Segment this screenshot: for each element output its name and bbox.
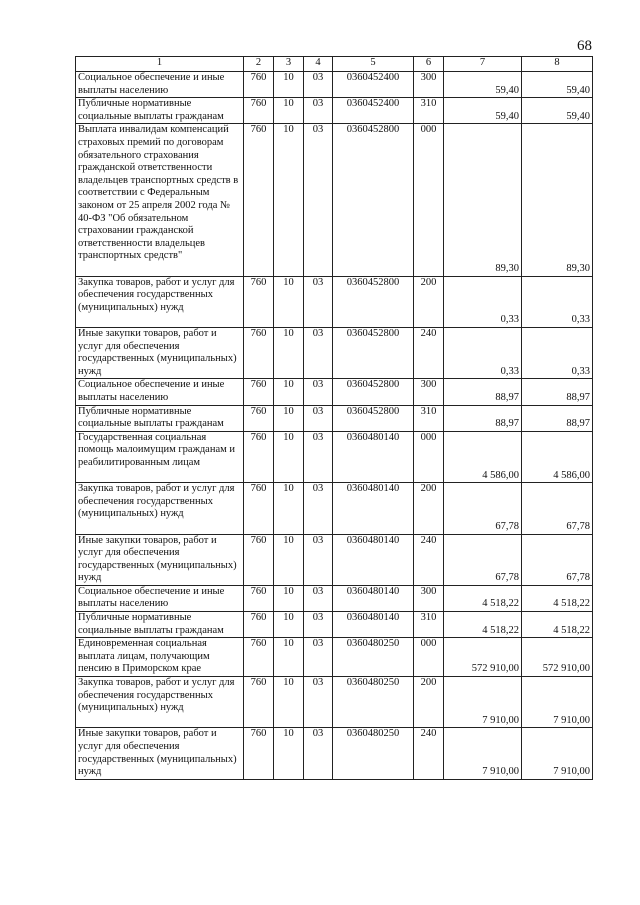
column-header: 3 (274, 57, 304, 72)
row-amount-col8: 89,30 (522, 124, 593, 276)
page-number: 68 (577, 38, 592, 54)
row-name: Социальное обеспечение и иные выплаты населению (76, 379, 244, 405)
row-code-section: 10 (274, 534, 304, 585)
row-amount-col8: 4 586,00 (522, 431, 593, 482)
row-code-ministry: 760 (244, 379, 274, 405)
table-row (76, 98, 593, 124)
row-code-ministry: 760 (244, 327, 274, 378)
row-amount-col7: 59,40 (444, 98, 522, 124)
table-row (76, 585, 593, 611)
row-code-expense: 310 (414, 612, 444, 638)
row-code-section: 10 (274, 483, 304, 534)
row-code-ministry: 760 (244, 72, 274, 98)
row-amount-col7: 4 586,00 (444, 431, 522, 482)
table-row (76, 431, 593, 482)
row-amount-col8: 4 518,22 (522, 612, 593, 638)
table-row (76, 483, 593, 534)
row-code-section: 10 (274, 431, 304, 482)
row-code-ministry: 760 (244, 405, 274, 431)
row-code-section: 10 (274, 327, 304, 378)
row-name: Публичные нормативные социальные выплаты гражданам (76, 612, 244, 638)
row-code-target: 0360480250 (333, 728, 414, 779)
row-code-subsection: 03 (304, 534, 333, 585)
row-amount-col8: 4 518,22 (522, 585, 593, 611)
table-row (76, 276, 593, 327)
row-code-expense: 240 (414, 327, 444, 378)
table-row (76, 677, 593, 728)
table-row (76, 612, 593, 638)
row-name: Государственная социальная помощь малоимущим гражданам и реабилитированным лицам (76, 431, 244, 482)
row-amount-col7: 67,78 (444, 483, 522, 534)
row-name: Публичные нормативные социальные выплаты гражданам (76, 98, 244, 124)
row-code-section: 10 (274, 585, 304, 611)
column-header: 2 (244, 57, 274, 72)
row-amount-col7: 4 518,22 (444, 585, 522, 611)
table-row (76, 72, 593, 98)
row-amount-col7: 4 518,22 (444, 612, 522, 638)
row-code-subsection: 03 (304, 72, 333, 98)
row-code-section: 10 (274, 728, 304, 779)
row-name: Иные закупки товаров, работ и услуг для обеспечения государственных (муниципальных) нужд (76, 728, 244, 779)
row-code-subsection: 03 (304, 677, 333, 728)
table-row (76, 327, 593, 378)
table-row (76, 638, 593, 677)
row-amount-col7: 89,30 (444, 124, 522, 276)
row-code-target: 0360480140 (333, 534, 414, 585)
row-code-expense: 300 (414, 379, 444, 405)
row-amount-col8: 59,40 (522, 98, 593, 124)
row-name: Закупка товаров, работ и услуг для обеспечения государственных (муниципальных) нужд (76, 483, 244, 534)
row-code-section: 10 (274, 379, 304, 405)
row-code-expense: 200 (414, 677, 444, 728)
column-header: 7 (444, 57, 522, 72)
row-code-subsection: 03 (304, 276, 333, 327)
row-code-target: 0360480140 (333, 483, 414, 534)
row-code-ministry: 760 (244, 483, 274, 534)
table-row (76, 405, 593, 431)
column-header: 4 (304, 57, 333, 72)
row-code-ministry: 760 (244, 677, 274, 728)
row-amount-col8: 0,33 (522, 276, 593, 327)
row-code-subsection: 03 (304, 98, 333, 124)
row-code-section: 10 (274, 612, 304, 638)
row-code-ministry: 760 (244, 585, 274, 611)
column-header: 8 (522, 57, 593, 72)
row-code-ministry: 760 (244, 534, 274, 585)
row-amount-col8: 67,78 (522, 483, 593, 534)
row-code-target: 0360480140 (333, 431, 414, 482)
row-name: Социальное обеспечение и иные выплаты населению (76, 72, 244, 98)
row-amount-col8: 7 910,00 (522, 728, 593, 779)
row-code-target: 0360452800 (333, 405, 414, 431)
row-code-section: 10 (274, 98, 304, 124)
row-amount-col8: 67,78 (522, 534, 593, 585)
budget-table (75, 56, 593, 780)
row-amount-col8: 59,40 (522, 72, 593, 98)
row-code-subsection: 03 (304, 379, 333, 405)
row-code-subsection: 03 (304, 124, 333, 276)
row-code-section: 10 (274, 124, 304, 276)
row-amount-col7: 59,40 (444, 72, 522, 98)
row-code-target: 0360452800 (333, 124, 414, 276)
row-code-subsection: 03 (304, 638, 333, 677)
row-code-subsection: 03 (304, 728, 333, 779)
row-code-section: 10 (274, 405, 304, 431)
column-header: 6 (414, 57, 444, 72)
row-code-ministry: 760 (244, 276, 274, 327)
row-code-ministry: 760 (244, 612, 274, 638)
column-header: 1 (76, 57, 244, 72)
row-amount-col7: 88,97 (444, 405, 522, 431)
row-name: Закупка товаров, работ и услуг для обеспечения государственных (муниципальных) нужд (76, 276, 244, 327)
row-code-target: 0360452800 (333, 379, 414, 405)
row-code-subsection: 03 (304, 327, 333, 378)
row-code-expense: 200 (414, 276, 444, 327)
row-code-ministry: 760 (244, 638, 274, 677)
row-code-target: 0360480140 (333, 612, 414, 638)
row-code-subsection: 03 (304, 585, 333, 611)
row-code-expense: 000 (414, 638, 444, 677)
row-code-target: 0360452800 (333, 276, 414, 327)
row-name: Иные закупки товаров, работ и услуг для обеспечения государственных (муниципальных) нужд (76, 327, 244, 378)
row-code-target: 0360480140 (333, 585, 414, 611)
table-row (76, 124, 593, 276)
row-code-expense: 300 (414, 585, 444, 611)
row-amount-col7: 7 910,00 (444, 728, 522, 779)
row-code-subsection: 03 (304, 431, 333, 482)
table-row (76, 534, 593, 585)
row-code-expense: 240 (414, 534, 444, 585)
row-amount-col8: 88,97 (522, 379, 593, 405)
column-header: 5 (333, 57, 414, 72)
row-amount-col8: 7 910,00 (522, 677, 593, 728)
row-code-section: 10 (274, 638, 304, 677)
row-code-target: 0360452400 (333, 72, 414, 98)
row-code-target: 0360480250 (333, 638, 414, 677)
table-row (76, 379, 593, 405)
row-amount-col7: 88,97 (444, 379, 522, 405)
row-code-ministry: 760 (244, 728, 274, 779)
table-row (76, 728, 593, 779)
row-code-expense: 200 (414, 483, 444, 534)
row-code-ministry: 760 (244, 431, 274, 482)
row-amount-col7: 7 910,00 (444, 677, 522, 728)
row-code-target: 0360452400 (333, 98, 414, 124)
row-name: Единовременная социальная выплата лицам, получающим пенсию в Приморском крае (76, 638, 244, 677)
row-name: Выплата инвалидам компенсаций страховых премий по договорам обязательного страхования гражданской ответственности владельцев транспортных средств в соответствии с Федеральным законом от 25 апреля 2002 года № 40-ФЗ "Об обязательном страховании гражданской ответственности владельцев транспортных средств" (76, 124, 244, 276)
row-code-expense: 240 (414, 728, 444, 779)
row-code-subsection: 03 (304, 483, 333, 534)
row-code-subsection: 03 (304, 405, 333, 431)
row-name: Публичные нормативные социальные выплаты гражданам (76, 405, 244, 431)
row-code-expense: 000 (414, 124, 444, 276)
row-code-expense: 310 (414, 98, 444, 124)
row-code-expense: 000 (414, 431, 444, 482)
row-amount-col7: 0,33 (444, 276, 522, 327)
row-code-section: 10 (274, 72, 304, 98)
row-code-expense: 300 (414, 72, 444, 98)
row-code-section: 10 (274, 276, 304, 327)
row-name: Закупка товаров, работ и услуг для обеспечения государственных (муниципальных) нужд (76, 677, 244, 728)
row-amount-col7: 67,78 (444, 534, 522, 585)
row-amount-col8: 572 910,00 (522, 638, 593, 677)
row-code-ministry: 760 (244, 124, 274, 276)
row-amount-col7: 0,33 (444, 327, 522, 378)
row-code-ministry: 760 (244, 98, 274, 124)
row-amount-col8: 0,33 (522, 327, 593, 378)
row-amount-col8: 88,97 (522, 405, 593, 431)
row-code-expense: 310 (414, 405, 444, 431)
row-name: Социальное обеспечение и иные выплаты населению (76, 585, 244, 611)
row-name: Иные закупки товаров, работ и услуг для обеспечения государственных (муниципальных) нужд (76, 534, 244, 585)
row-code-target: 0360480250 (333, 677, 414, 728)
row-amount-col7: 572 910,00 (444, 638, 522, 677)
header-row (76, 57, 593, 72)
row-code-subsection: 03 (304, 612, 333, 638)
row-code-target: 0360452800 (333, 327, 414, 378)
row-code-section: 10 (274, 677, 304, 728)
